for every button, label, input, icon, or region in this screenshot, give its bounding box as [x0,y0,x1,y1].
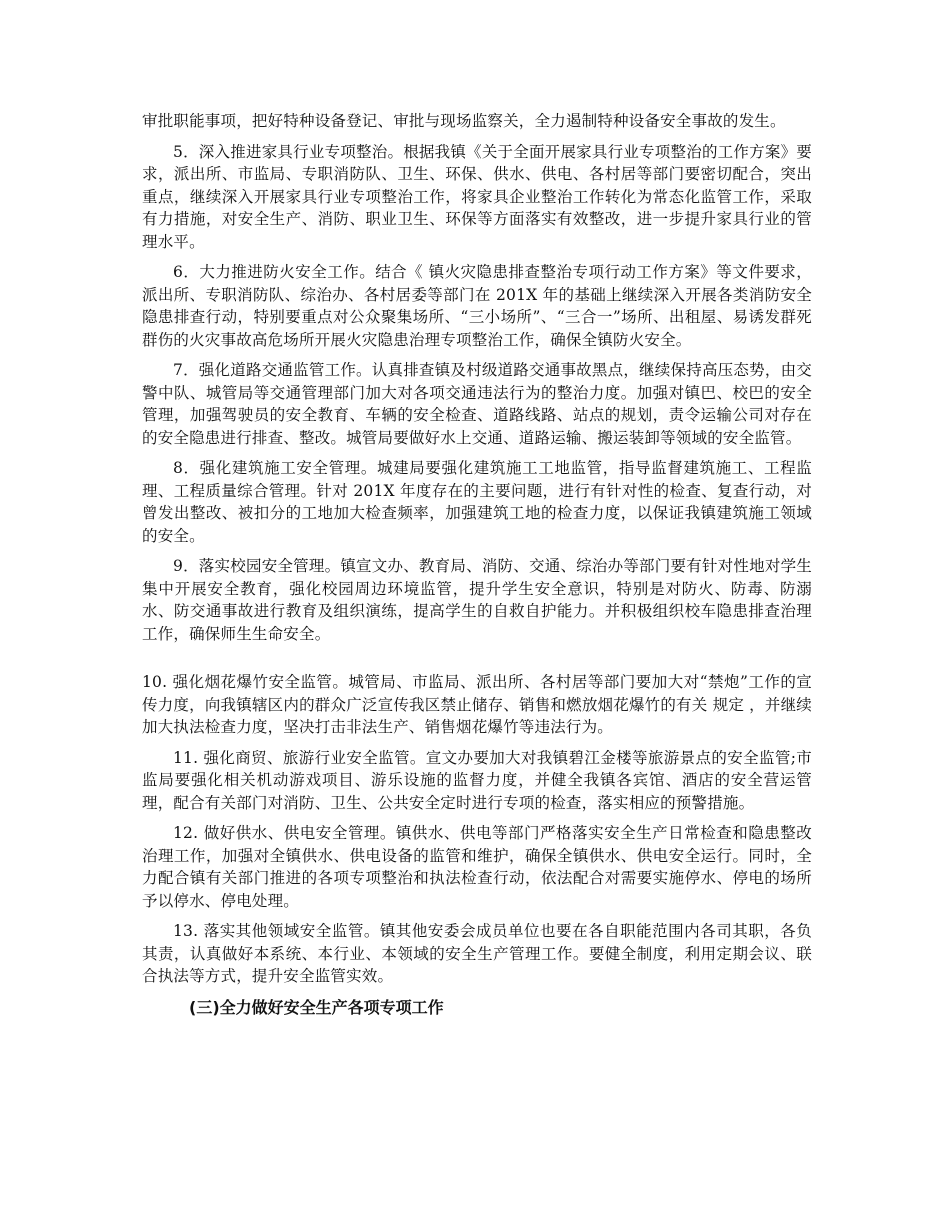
paragraph-item-5: 5．深入推进家具行业专项整治。根据我镇《关于全面开展家具行业专项整治的工作方案》要求，派出所、市监局、专职消防队、卫生、环保、供水、供电、各村居等部门要密切配合，突出重点，继续深入开展家具行业专项整治工作，将家具企业整治工作转化为常态化监管工作，采取有力措施，对安全生产、消防、职业卫生、环保等方面落实有效整改，进一步提升家具行业的管理水平。 [142,142,812,251]
paragraph-item-11: 11. 强化商贸、旅游行业安全监管。宣文办要加大对我镇碧江金楼等旅游景点的安全监管;市监局要强化相关机动游戏项目、游乐设施的监督力度，并健全我镇各宾馆、酒店的安全营运管理，配合有关部门对消防、卫生、公共安全定时进行专项的检查，落实相应的预警措施。 [142,748,812,812]
paragraph-item-7: 7．强化道路交通监管工作。认真排查镇及村级道路交通事故黑点，继续保持高压态势，由交警中队、城管局等交通管理部门加大对各项交通违法行为的整治力度。加强对镇巴、校巴的安全管理，加强驾驶员的安全教育、车辆的安全检查、道路线路、站点的规划，责令运输公司对存在的安全隐患进行排查、整改。城管局要做好水上交通、道路运输、搬运装卸等领域的安全监管。 [142,361,812,447]
paragraph-item-12: 12. 做好供水、供电安全管理。镇供水、供电等部门严格落实安全生产日常检查和隐患整改治理工作，加强对全镇供水、供电设备的监管和维护，确保全镇供水、供电安全运行。同时，全力配合镇有关部门推进的各项专项整治和执法检查行动，依法配合对需要实施停水、停电的场所予以停水、停电处理。 [142,824,812,910]
paragraph-continuation: 审批职能事项，把好特种设备登记、审批与现场监察关，全力遏制特种设备安全事故的发生。 [142,112,786,130]
paragraph-item-10: 10. 强化烟花爆竹安全监管。城管局、市监局、派出所、各村居等部门要加大对“禁炮”工作的宣传力度，向我镇辖区内的群众广泛宣传我区禁止储存、销售和燃放烟花爆竹的有关 规定 ，并继续加大执法检查力度，坚决打击非法生产、销售烟花爆竹等违法行为。 [142,673,812,736]
document-page [142,110,812,1020]
paragraph-item-6: 6．大力推进防火安全工作。结合《 镇火灾隐患排查整治专项行动工作方案》等文件要求，派出所、专职消防队、综治办、各村居委等部门在 201X 年的基础上继续深入开展各类消防安全隐患排查行动，特别要重点对公众聚集场所、“三小场所”、“三合一”场所、出租屋、易诱发群死群伤的火灾事故高危场所开展火灾隐患治理专项整治工作，确保全镇防火安全。 [142,263,812,349]
paragraph-item-13: 13. 落实其他领域安全监管。镇其他安委会成员单位也要在各自职能范围内各司其职，各负其责，认真做好本系统、本行业、本领域的安全生产管理工作。要健全制度，利用定期会议、联合执法等方式，提升安全监管实效。 [142,922,812,985]
section-heading: (三)全力做好安全生产各项专项工作 [189,997,444,1017]
paragraph-item-8: 8．强化建筑施工安全管理。城建局要强化建筑施工工地监管，指导监督建筑施工、工程监理、工程质量综合管理。针对 201X 年度存在的主要问题，进行有针对性的检查、复查行动，对曾发出整改、被扣分的工地加大检查频率，加强建筑工地的检查力度，以保证我镇建筑施工领域的安全。 [142,459,812,545]
paragraph-item-9: 9．落实校园安全管理。镇宣文办、教育局、消防、交通、综治办等部门要有针对性地对学生集中开展安全教育，强化校园周边环境监管，提升学生安全意识，特别是对防火、防毒、防溺水、防交通事故进行教育及组织演练，提高学生的自救自护能力。并积极组织校车隐患排查治理工作，确保师生生命安全。 [142,557,812,643]
